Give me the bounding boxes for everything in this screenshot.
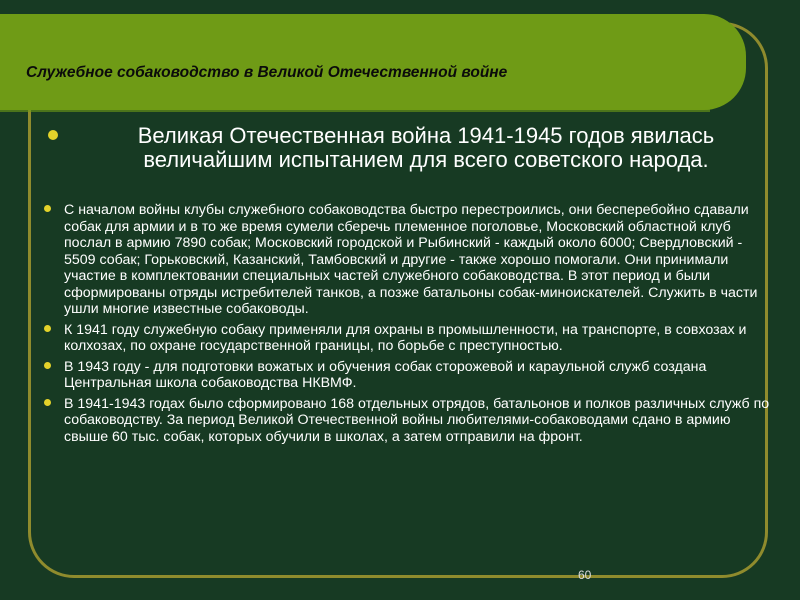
slide-content (44, 124, 774, 449)
sub-point-text: В 1941-1943 годах было сформировано 168 отдельных отрядов, батальонов и полков различных служб по собаководству. За период Великой Отечественной войны любителями-собаководами сдано в армию свыше 60 тыс. собак, которых обучили в школах, а затем отправили на фронт. (64, 395, 770, 445)
title-bar (0, 14, 746, 110)
bullet-icon (44, 205, 51, 212)
title-underline (0, 108, 710, 112)
bullet-icon (48, 130, 58, 140)
sub-point (44, 202, 774, 318)
sub-point (44, 359, 774, 392)
sub-point (44, 396, 774, 446)
main-point (44, 124, 774, 172)
slide-title: Служебное собаководство в Великой Отечественной войне (26, 64, 508, 81)
sub-point-text: С началом войны клубы служебного собаководства быстро перестроились, они бесперебойно сдавали собак для армии и в то же время сумели сберечь племенное поголовье, Московский областной клуб послал в армию 7890 собак; Московский городской и Рыбинский - каждый около 6000; Свердловский - 5509 собак; Горьковский, Казанский, Тамбовский и другие - также хорошо помогали. Они принимали участие в комплектовании специальных частей служебного собаководства. В этот период и были сформированы отряды истребителей танков, а позже батальоны собак-миноискателей. Служить в части ушли многие известные собаководы. (64, 202, 758, 317)
sub-point-text: В 1943 году - для подготовки вожатых и обучения собак сторожевой и караульной служб создана Центральная школа собаководства НКВМФ. (64, 358, 707, 391)
bullet-icon (44, 399, 51, 406)
bullet-icon (44, 325, 51, 332)
sub-point (44, 322, 774, 355)
page-number: 60 (578, 568, 592, 582)
main-point-text: Великая Отечественная война 1941-1945 годов явилась величайшим испытанием для всего советского народа. (137, 123, 715, 172)
bullet-icon (44, 362, 51, 369)
sub-point-text: К 1941 году служебную собаку применяли для охраны в промышленности, на транспорте, в совхозах и колхозах, по охране государственной границы, по борьбе с преступностью. (64, 321, 747, 354)
